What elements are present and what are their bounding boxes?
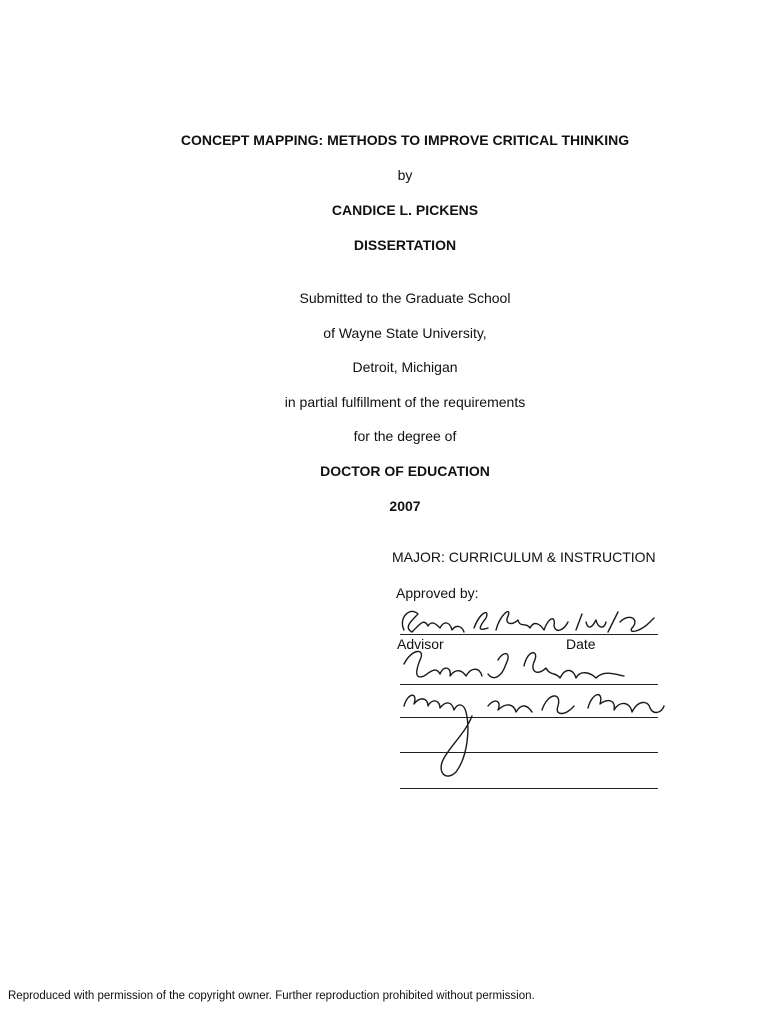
dissertation-title: CONCEPT MAPPING: METHODS TO IMPROVE CRITICAL THINKING: [180, 132, 630, 148]
third-signature: [404, 695, 664, 776]
signature-line-5: [400, 788, 658, 789]
signature-line-advisor: [400, 634, 658, 635]
year: 2007: [389, 498, 421, 514]
signature-line-4: [400, 752, 658, 753]
approved-by-label: Approved by:: [396, 585, 479, 601]
degree: DOCTOR OF EDUCATION: [320, 463, 490, 479]
author-name: CANDICE L. PICKENS: [331, 202, 479, 218]
advisor-label: Advisor: [397, 636, 444, 652]
signature-line-2: [400, 684, 658, 685]
advisor-signature: [402, 611, 654, 632]
submission-line-2: of Wayne State University,: [323, 325, 487, 341]
by-line: by: [397, 167, 413, 183]
signature-line-3: [400, 717, 658, 718]
submission-line-4: in partial fulfillment of the requirements: [284, 394, 526, 410]
submission-line-3: Detroit, Michigan: [352, 359, 458, 375]
second-signature: [404, 651, 624, 678]
submission-line-5: for the degree of: [353, 428, 457, 444]
submission-line-1: Submitted to the Graduate School: [299, 290, 511, 306]
major: MAJOR: CURRICULUM & INSTRUCTION: [392, 549, 656, 565]
document-type: DISSERTATION: [353, 237, 457, 253]
copyright-footer: Reproduced with permission of the copyright owner. Further reproduction prohibited without permission.: [8, 990, 535, 1002]
date-label: Date: [566, 636, 596, 652]
